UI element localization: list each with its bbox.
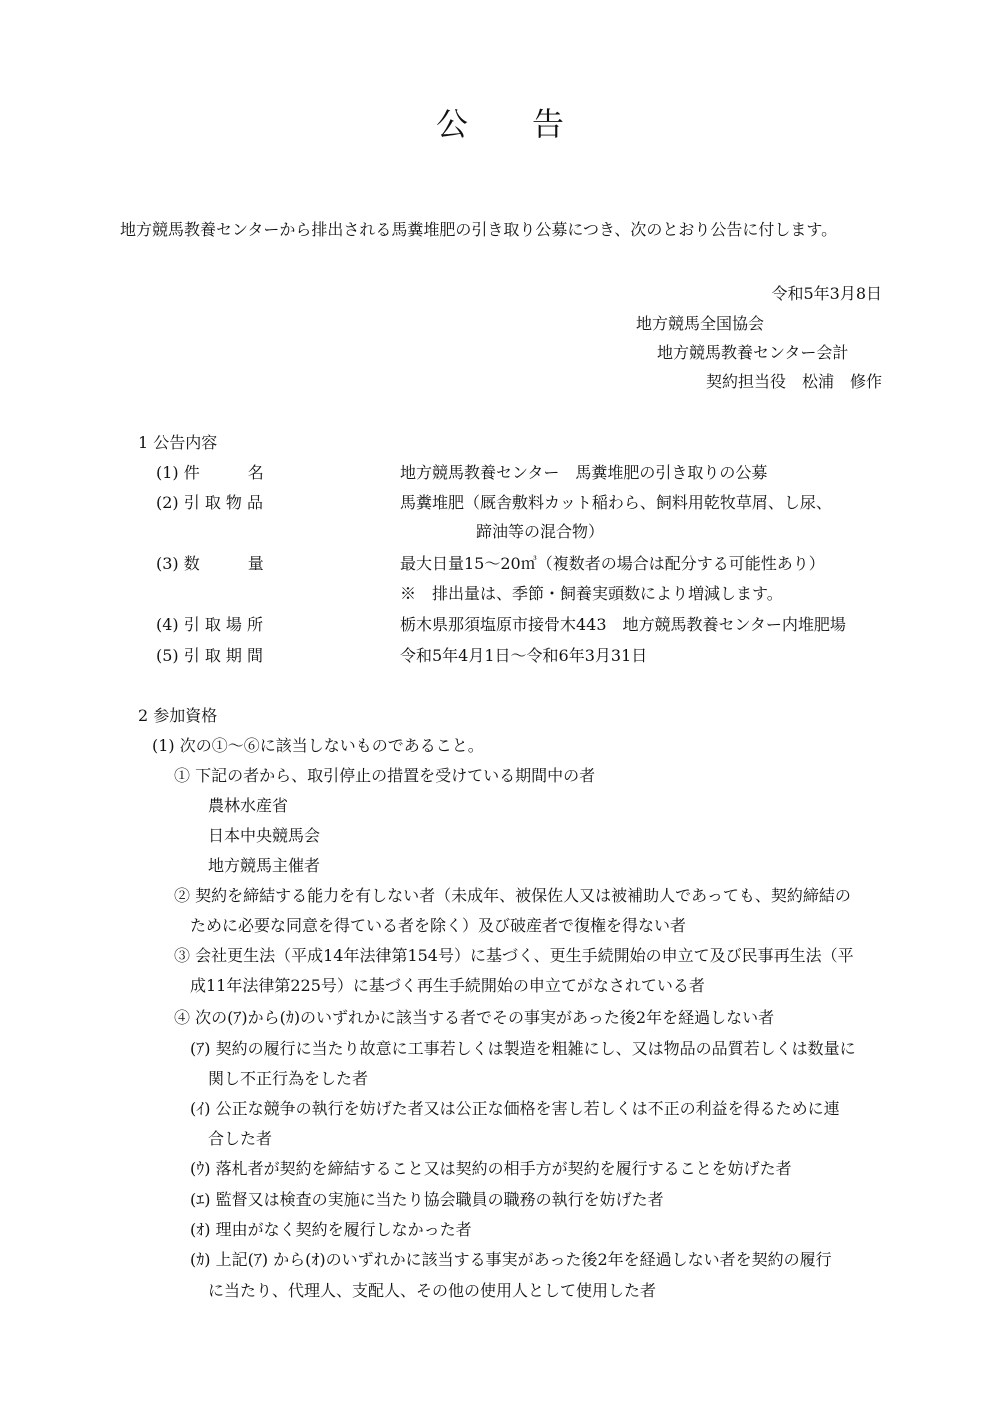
sub-condition-e: (ｵ) 理由がなく契約を履行しなかった者 xyxy=(190,1220,472,1239)
item-note: ※ 排出量は、季節・飼養実頭数により増減します。 xyxy=(400,584,783,603)
sub-condition-f: (ｶ) 上記(ｱ) から(ｵ)のいずれかに該当する事実があった後2年を経過しない者を契約の履行 xyxy=(190,1250,832,1269)
issuer-suborg: 地方競馬教養センター会計 xyxy=(657,343,849,362)
sub-condition-b-cont: 合した者 xyxy=(208,1129,273,1148)
issuer-org: 地方競馬全国協会 xyxy=(636,314,765,333)
agency-name: 日本中央競馬会 xyxy=(208,826,321,845)
sub-condition-c: (ｳ) 落札者が契約を締結すること又は契約の相手方が契約を履行することを妨げた者 xyxy=(190,1159,792,1178)
item-label: (5) 引 取 期 間 xyxy=(156,646,264,665)
item-label: (2) 引 取 物 品 xyxy=(156,493,264,512)
agency-name: 地方競馬主催者 xyxy=(208,856,321,875)
sub-condition-f-cont: に当たり、代理人、支配人、その他の使用人として使用した者 xyxy=(208,1281,657,1300)
item-value: 地方競馬教養センター 馬糞堆肥の引き取りの公募 xyxy=(400,463,768,482)
sub-condition-a-cont: 関し不正行為をした者 xyxy=(208,1069,369,1088)
item-value: 栃木県那須塩原市接骨木443 地方競馬教養センター内堆肥場 xyxy=(400,615,846,634)
item-value: 馬糞堆肥（厩舎敷料カット稲わら、飼料用乾牧草屑、し尿、 xyxy=(400,493,832,512)
sub-condition-b: (ｲ) 公正な競争の執行を妨げた者又は公正な価格を害し若しくは不正の利益を得るために連 xyxy=(190,1099,840,1118)
section1-heading: 1 公告内容 xyxy=(138,433,218,452)
item-value-cont: 蹄油等の混合物） xyxy=(476,522,605,541)
item-label: (3) 数 量 xyxy=(156,554,264,573)
notice-date: 令和5年3月8日 xyxy=(771,284,882,303)
issuer-signer: 契約担当役 松浦 修作 xyxy=(705,372,882,391)
condition-3: ③ 会社更生法（平成14年法律第154号）に基づく、更生手続開始の申立て及び民事再生法（平 xyxy=(174,946,854,965)
agency-name: 農林水産省 xyxy=(208,796,289,815)
clause-1: (1) 次の①～⑥に該当しないものであること。 xyxy=(152,736,484,755)
item-label: (4) 引 取 場 所 xyxy=(156,615,264,634)
item-label: (1) 件 名 xyxy=(156,463,264,482)
condition-3-cont: 成11年法律第225号）に基づく再生手続開始の申立てがなされている者 xyxy=(190,976,705,995)
page-title: 公 告 xyxy=(435,105,580,143)
condition-2: ② 契約を締結する能力を有しない者（未成年、被保佐人又は被補助人であっても、契約締結の xyxy=(174,886,851,905)
section2-heading: 2 参加資格 xyxy=(138,706,218,725)
intro-text: 地方競馬教養センターから排出される馬糞堆肥の引き取り公募につき、次のとおり公告に付します。 xyxy=(120,220,838,239)
sub-condition-a: (ｱ) 契約の履行に当たり故意に工事若しくは製造を粗雑にし、又は物品の品質若しくは数量に xyxy=(190,1039,856,1058)
condition-4: ④ 次の(ｱ)から(ｶ)のいずれかに該当する者でその事実があった後2年を経過しない者 xyxy=(174,1008,775,1027)
item-value: 令和5年4月1日～令和6年3月31日 xyxy=(400,646,648,665)
sub-condition-d: (ｴ) 監督又は検査の実施に当たり協会職員の職務の執行を妨げた者 xyxy=(190,1190,664,1209)
item-value: 最大日量15～20㎥（複数者の場合は配分する可能性あり） xyxy=(400,554,825,573)
condition-2-cont: ために必要な同意を得ている者を除く）及び破産者で復権を得ない者 xyxy=(190,916,687,935)
condition-1: ① 下記の者から、取引停止の措置を受けている期間中の者 xyxy=(174,766,596,785)
